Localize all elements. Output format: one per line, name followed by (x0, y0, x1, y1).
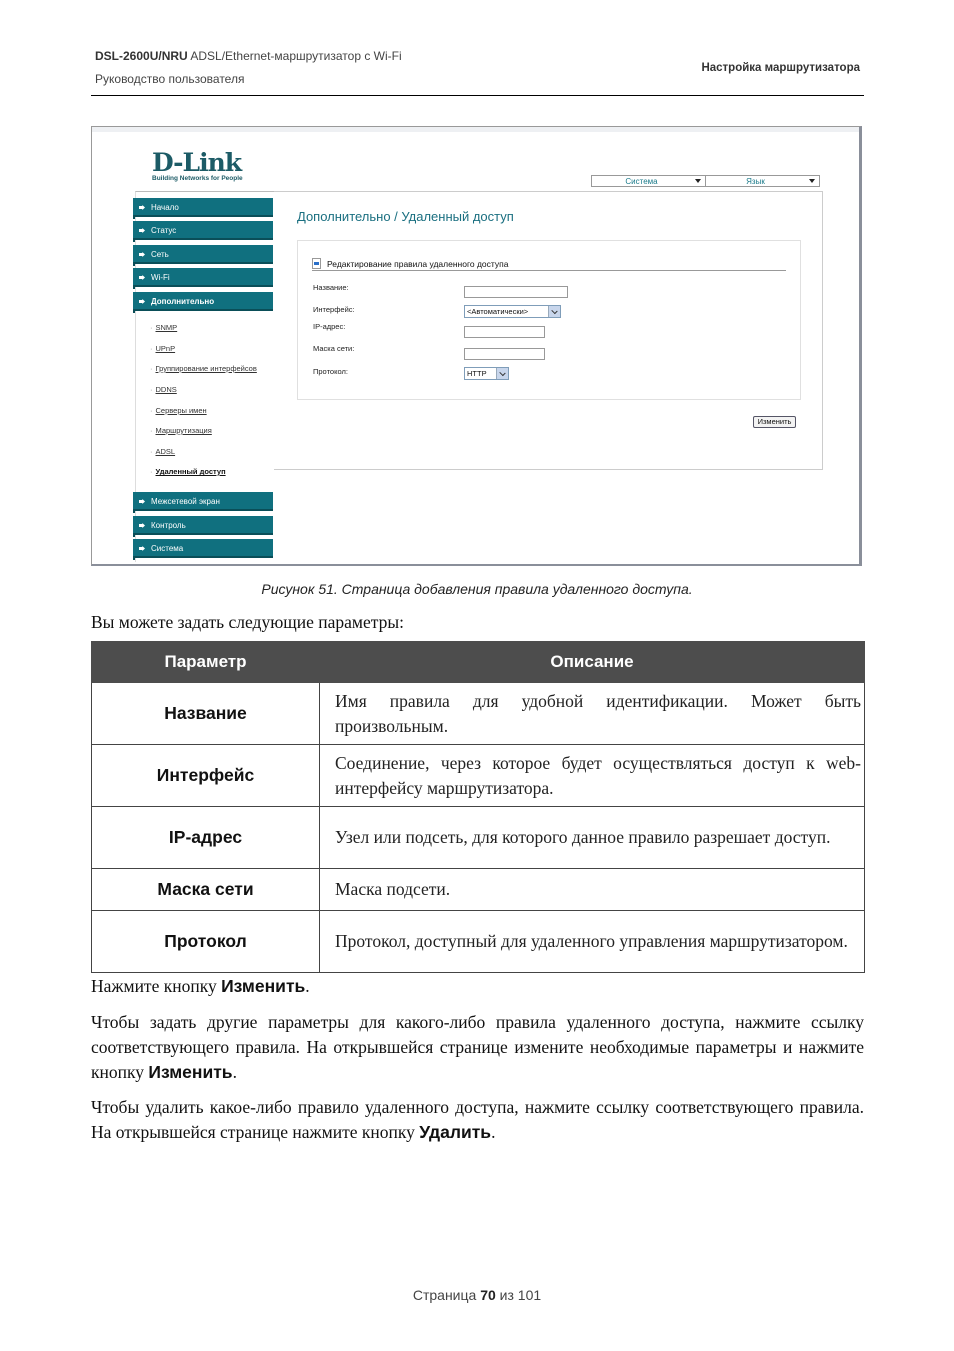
param-name: IP-адрес (92, 807, 320, 869)
chevron-down-icon (496, 368, 508, 379)
sidebar-item-network[interactable] (133, 245, 273, 264)
chevron-down-icon (548, 306, 560, 317)
submenu-link[interactable]: DDNS (155, 385, 177, 394)
arrow-right-icon (139, 252, 145, 257)
param-name: Название (92, 683, 320, 745)
submenu-item-remote-access[interactable]: · Удаленный доступ (150, 467, 226, 476)
protocol-label: Протокол: (313, 367, 348, 376)
submenu-item-upnp[interactable]: · UPnP (150, 344, 176, 353)
param-description: Имя правила для удобной идентификации. Может быть произвольным. (320, 683, 865, 745)
sidebar-item-wifi[interactable] (133, 268, 273, 287)
submenu-item-snmp[interactable]: · SNMP (150, 323, 178, 332)
sidebar-item-label: Начало (151, 203, 179, 212)
name-label: Название: (313, 283, 349, 292)
sidebar-item-advanced[interactable] (133, 292, 273, 311)
product-name: ADSL/Ethernet-маршрутизатор с Wi-Fi (190, 49, 402, 63)
submenu-link[interactable]: Удаленный доступ (155, 467, 226, 476)
intro-text: Вы можете задать следующие параметры: (91, 612, 404, 632)
arrow-right-icon (139, 275, 145, 280)
submenu-link[interactable]: ADSL (155, 447, 176, 456)
form-divider (312, 270, 786, 271)
submenu-item-interface-grouping[interactable]: · Группирование интерфейсов (150, 364, 257, 373)
arrow-right-icon (139, 205, 145, 210)
ip-address-input[interactable] (464, 326, 545, 338)
param-name: Интерфейс (92, 745, 320, 807)
table-row (92, 745, 865, 807)
arrow-right-icon (139, 228, 145, 233)
paragraph-press-change: Нажмите кнопку Изменить. (91, 976, 310, 996)
arrow-right-icon (139, 546, 145, 551)
param-name: Протокол (92, 911, 320, 973)
sidebar-item-system[interactable] (133, 539, 273, 558)
logo-tagline: Building Networks for People (152, 175, 243, 182)
submenu-link[interactable]: Группирование интерфейсов (155, 364, 257, 373)
submenu-item-routing[interactable]: · Маршрутизация (150, 426, 212, 435)
protocol-select[interactable] (464, 367, 509, 380)
submenu-link[interactable]: SNMP (155, 323, 178, 332)
parameters-table (91, 641, 865, 973)
ip-address-label: IP-адрес: (313, 322, 346, 331)
interface-label: Интерфейс: (313, 305, 355, 314)
arrow-right-icon (139, 299, 145, 304)
bold-button-name: Удалить (419, 1122, 492, 1142)
language-menu-select[interactable] (705, 175, 820, 187)
column-header-description: Описание (320, 642, 865, 683)
sidebar-item-label: Дополнительно (151, 297, 215, 306)
interface-select-value: <Автоматически> (467, 307, 529, 316)
document-header-title (95, 49, 402, 63)
netmask-input[interactable] (464, 348, 545, 360)
table-row (92, 683, 865, 745)
table-header-row (92, 642, 865, 683)
submenu-link[interactable]: Маршрутизация (155, 426, 212, 435)
sidebar-item-home[interactable] (133, 198, 273, 217)
param-description: Протокол, доступный для удаленного управления маршрутизатором. (320, 911, 865, 973)
page-title: Дополнительно / Удаленный доступ (297, 209, 514, 224)
sidebar-item-label: Wi-Fi (151, 273, 170, 282)
sidebar-item-control[interactable] (133, 516, 273, 535)
protocol-select-value: HTTP (467, 369, 487, 378)
header-divider (91, 95, 864, 96)
bold-button-name: Изменить (221, 976, 306, 996)
sidebar-item-label: Система (151, 544, 184, 553)
param-description: Узел или подсеть, для которого данное правило разрешает доступ. (320, 807, 865, 869)
interface-select[interactable] (464, 305, 561, 318)
router-ui-screenshot (91, 126, 862, 566)
figure-caption: Рисунок 51. Страница добавления правила удаленного доступа. (261, 581, 693, 597)
table-row (92, 869, 865, 911)
submenu-link[interactable]: Серверы имен (155, 406, 207, 415)
chevron-down-icon (695, 179, 701, 183)
dlink-logo (152, 150, 243, 182)
table-row (92, 911, 865, 973)
system-menu-select[interactable] (591, 175, 706, 187)
column-header-parameter: Параметр (92, 642, 320, 683)
table-row (92, 807, 865, 869)
sidebar-item-label: Статус (151, 226, 177, 235)
arrow-right-icon (139, 523, 145, 528)
paragraph-edit-rule: Чтобы задать другие параметры для какого-либо правила удаленного доступа, нажмите ссылку соответствующего правила. На открывшейся странице измените необходимые параметры и нажмите кнопку Изменить. (91, 1012, 864, 1082)
section-title: Настройка маршрутизатора (701, 62, 860, 74)
bold-button-name: Изменить (148, 1062, 233, 1082)
form-heading-text: Редактирование правила удаленного доступа (327, 259, 509, 269)
param-name: Маска сети (92, 869, 320, 911)
chevron-down-icon (809, 179, 815, 183)
submenu-link[interactable]: UPnP (155, 344, 176, 353)
submenu-item-ddns[interactable]: · DDNS (150, 385, 177, 394)
page-footer: Страница 70 из 101 (412, 1287, 542, 1303)
screenshot-top-bar (92, 127, 859, 132)
sidebar-item-label: Контроль (151, 521, 186, 530)
total-pages: 101 (517, 1287, 542, 1303)
param-description: Соединение, через которое будет осуществляться доступ к web-интерфейсу маршрутизатора. (320, 745, 865, 807)
submenu-item-name-servers[interactable]: · Серверы имен (150, 406, 207, 415)
page-number: 70 (480, 1287, 496, 1303)
arrow-right-icon (139, 499, 145, 504)
sidebar-item-firewall[interactable] (133, 492, 273, 511)
paragraph-delete-rule: Чтобы удалить какое-либо правило удаленного доступа, нажмите ссылку соответствующего правила. На открывшейся странице нажмите кнопку Удалить. (91, 1097, 864, 1142)
model-name: DSL-2600U/NRU (95, 49, 188, 63)
param-description: Маска подсети. (320, 869, 865, 911)
change-button[interactable]: Изменить (753, 416, 796, 428)
logo-brand: D-Link (152, 148, 242, 177)
system-menu-label: Система (625, 177, 658, 186)
language-menu-label: Язык (746, 177, 765, 186)
submenu-item-adsl[interactable]: · ADSL (150, 447, 176, 456)
netmask-label: Маска сети: (313, 344, 355, 353)
document-type: Руководство пользователя (95, 72, 245, 86)
edit-document-icon (312, 258, 321, 269)
sidebar-item-status[interactable] (133, 221, 273, 240)
sidebar-item-label: Межсетевой экран (151, 497, 220, 506)
form-heading (312, 258, 508, 269)
name-input[interactable] (464, 286, 568, 298)
sidebar-item-label: Сеть (151, 250, 169, 259)
